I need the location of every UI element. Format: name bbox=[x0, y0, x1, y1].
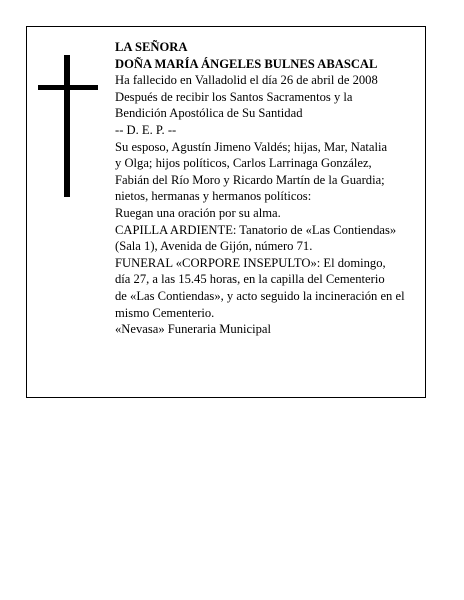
rip-line: -- D. E. P. -- bbox=[115, 122, 177, 137]
family-line-3: Fabián del Río Moro y Ricardo Martín de la Guardia; bbox=[115, 172, 385, 187]
prayer-request: Ruegan una oración por su alma. bbox=[115, 205, 281, 220]
funeral-line-2: día 27, a las 15.45 horas, en la capilla del Cementerio bbox=[115, 272, 385, 287]
cross-horizontal-bar bbox=[38, 85, 98, 90]
family-line-1: Su esposo, Agustín Jimeno Valdés; hijas, Mar, Natalia bbox=[115, 139, 388, 154]
sacraments-line-2: Bendición Apostólica de Su Santidad bbox=[115, 106, 303, 121]
funeral-home: «Nevasa» Funeraria Municipal bbox=[115, 322, 271, 337]
family-line-4: nietos, hermanas y hermanos políticos: bbox=[115, 189, 312, 204]
cross-icon bbox=[38, 55, 98, 197]
funeral-line-3: de «Las Contiendas», y acto seguido la incineración en el bbox=[115, 288, 405, 303]
funeral-line-4: mismo Cementerio. bbox=[115, 305, 215, 320]
sacraments-line-1: Después de recibir los Santos Sacramentos y la bbox=[115, 89, 353, 104]
notice-title: LA SEÑORA bbox=[115, 40, 188, 54]
family-line-2: y Olga; hijos políticos, Carlos Larrinaga González, bbox=[115, 156, 372, 171]
death-announcement: Ha fallecido en Valladolid el día 26 de abril de 2008 bbox=[115, 73, 378, 88]
deceased-name: DOÑA MARÍA ÁNGELES BULNES ABASCAL bbox=[115, 56, 378, 71]
obituary-notice bbox=[26, 26, 426, 398]
wake-location-line-2: (Sala 1), Avenida de Gijón, número 71. bbox=[115, 239, 313, 254]
wake-location-line-1: CAPILLA ARDIENTE: Tanatorio de «Las Contiendas» bbox=[115, 222, 397, 237]
notice-text-block bbox=[115, 39, 427, 338]
cross-vertical-bar bbox=[64, 55, 70, 197]
funeral-line-1: FUNERAL «CORPORE INSEPULTO»: El domingo, bbox=[115, 255, 386, 270]
